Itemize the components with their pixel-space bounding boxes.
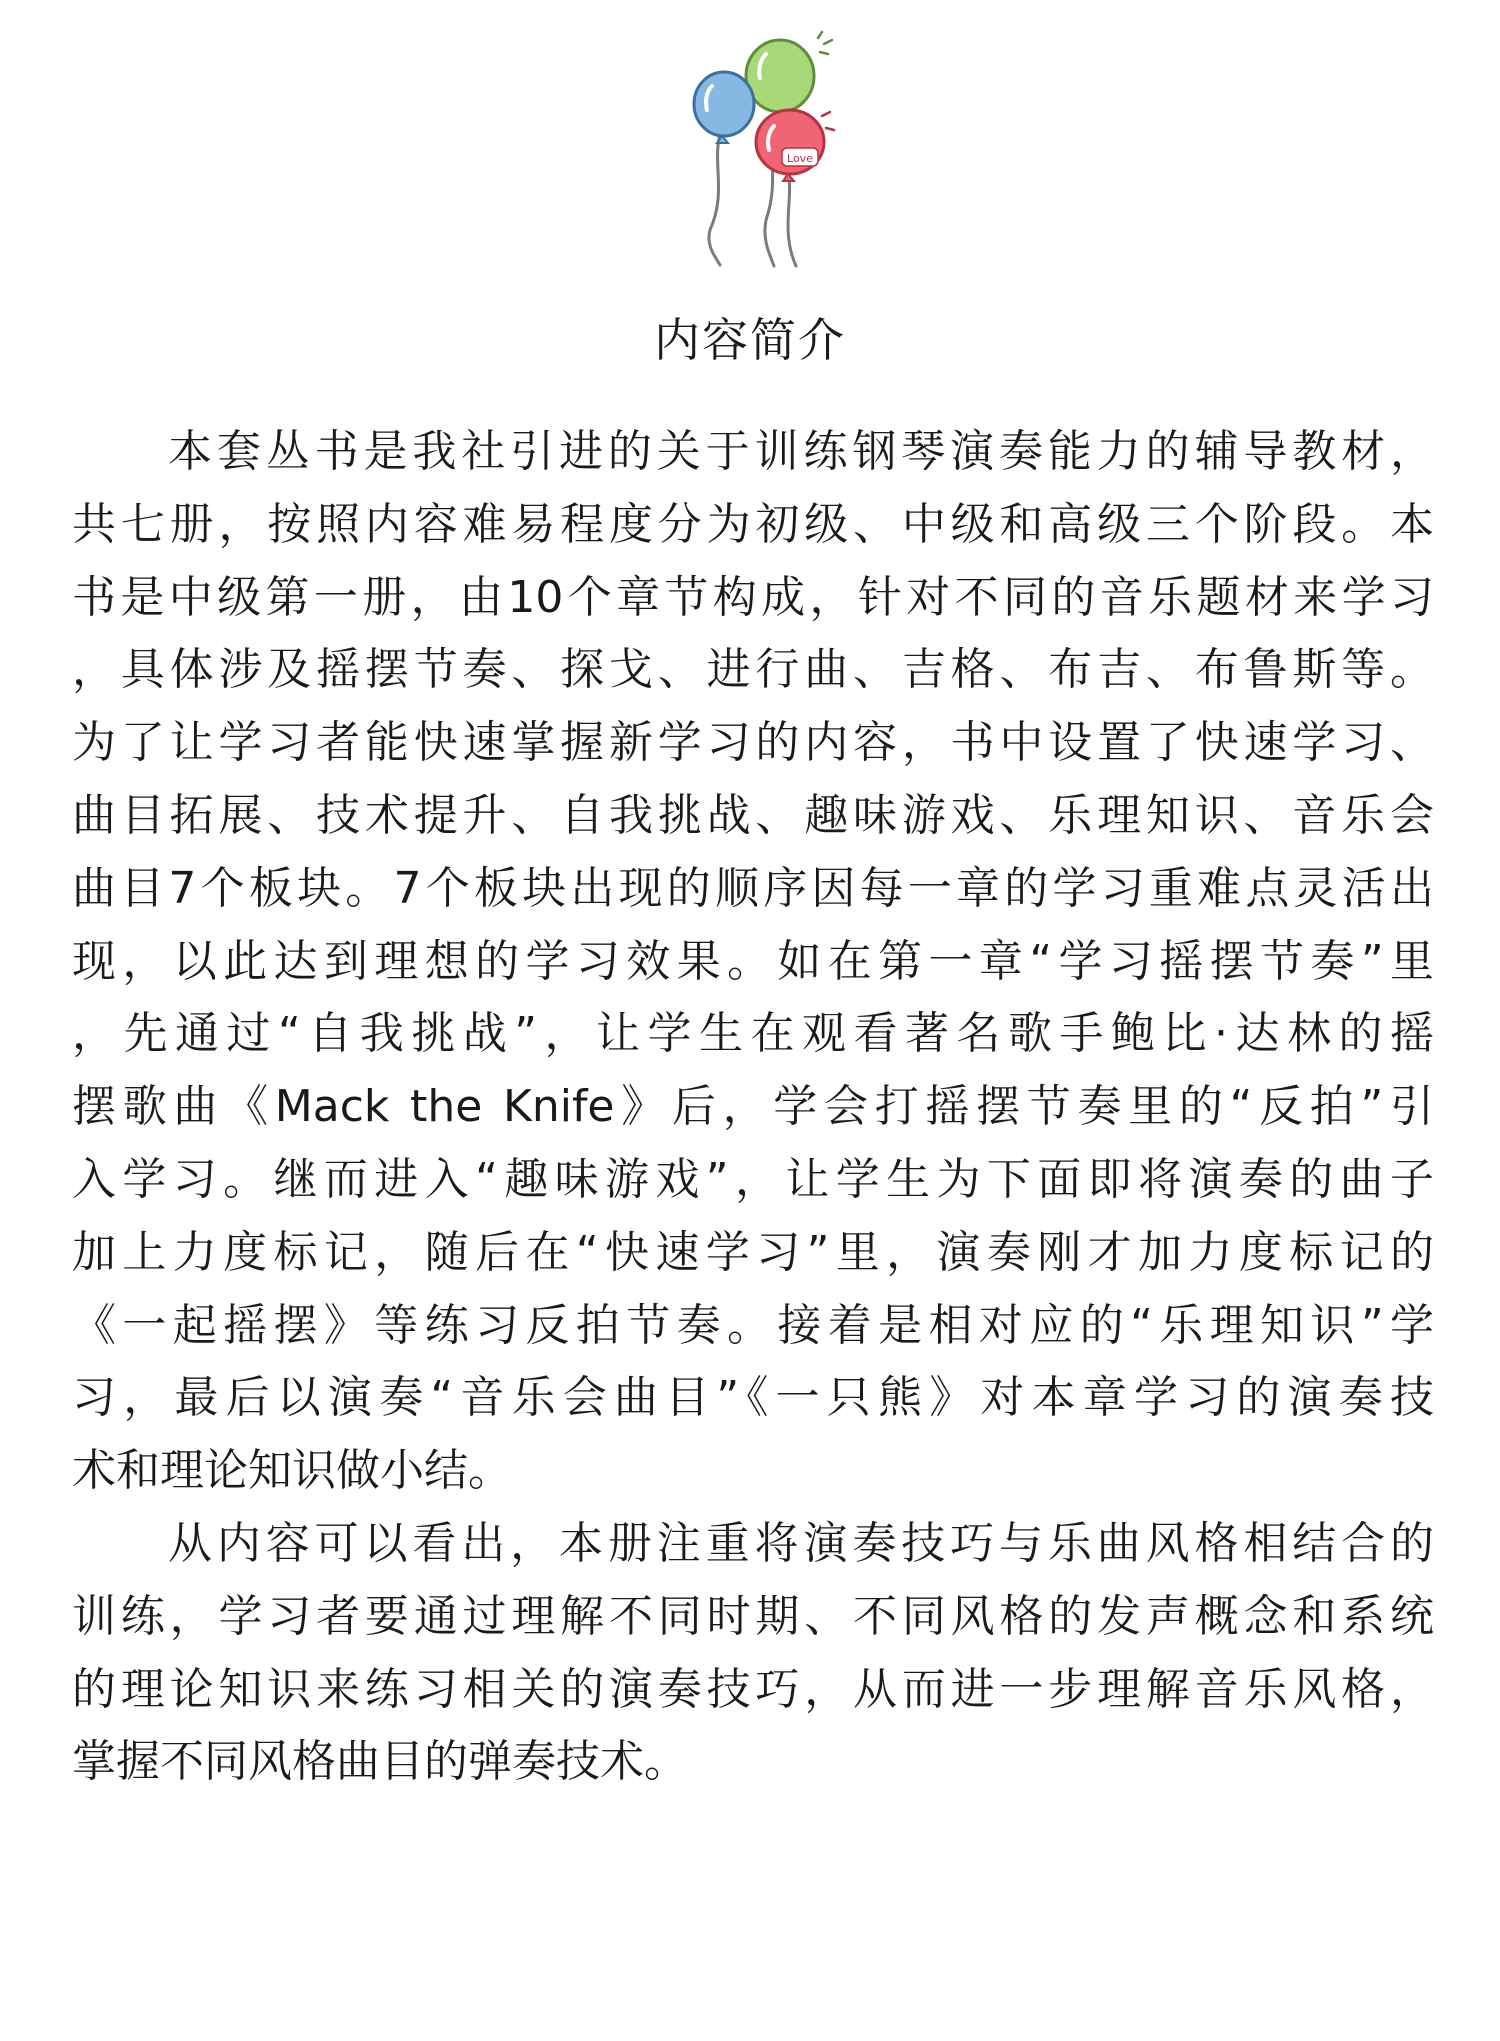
paragraph-line: 曲目7个板块。7个板块出现的顺序因每一章的学习重难点灵活出 [72, 862, 1434, 914]
paragraph-line: 曲目拓展、技术提升、自我挑战、趣味游戏、乐理知识、音乐会 [72, 789, 1434, 841]
paragraph-line: 现，以此达到理想的学习效果。如在第一章“学习摇摆节奏”里 [72, 935, 1434, 987]
balloons-icon [670, 30, 840, 270]
intro-body [72, 416, 1434, 1799]
paragraph-line: 训练，学习者要通过理解不同时期、不同风格的发声概念和系统 [72, 1590, 1434, 1642]
paragraph-line: 术和理论知识做小结。 [72, 1445, 512, 1497]
paragraph-line: 加上力度标记，随后在“快速学习”里，演奏刚才加力度标记的 [72, 1226, 1434, 1278]
paragraph-line: ，具体涉及摇摆节奏、探戈、进行曲、吉格、布吉、布鲁斯等。 [72, 644, 1434, 696]
page-title: 内容简介 [654, 313, 846, 367]
balloon-tag-text: Love [787, 152, 813, 165]
paragraph-line: 摆歌曲《Mack the Knife》后，学会打摇摆节奏里的“反拍”引 [72, 1081, 1434, 1133]
paragraph-line: 共七册，按照内容难易程度分为初级、中级和高级三个阶段。本 [72, 498, 1434, 550]
paragraph-line: 习，最后以演奏“音乐会曲目”《一只熊》对本章学习的演奏技 [72, 1372, 1434, 1424]
paragraph-line: 《一起摇摆》等练习反拍节奏。接着是相对应的“乐理知识”学 [72, 1299, 1434, 1351]
paragraph-line: 书是中级第一册，由10个章节构成，针对不同的音乐题材来学习 [72, 571, 1434, 623]
paragraph-line: 为了让学习者能快速掌握新学习的内容，书中设置了快速学习、 [72, 717, 1434, 769]
paragraph-line: 本套丛书是我社引进的关于训练钢琴演奏能力的辅导教材， [168, 426, 1434, 477]
paragraph-line: 掌握不同风格曲目的弹奏技术。 [72, 1736, 688, 1788]
paragraph-line: 的理论知识来练习相关的演奏技巧，从而进一步理解音乐风格， [72, 1663, 1434, 1715]
paragraph-line: 入学习。继而进入“趣味游戏”，让学生为下面即将演奏的曲子 [72, 1153, 1434, 1205]
paragraph-line: ，先通过“自我挑战”，让学生在观看著名歌手鲍比·达林的摇 [72, 1008, 1434, 1060]
paragraph-line: 从内容可以看出，本册注重将演奏技巧与乐曲风格相结合的 [168, 1517, 1434, 1569]
